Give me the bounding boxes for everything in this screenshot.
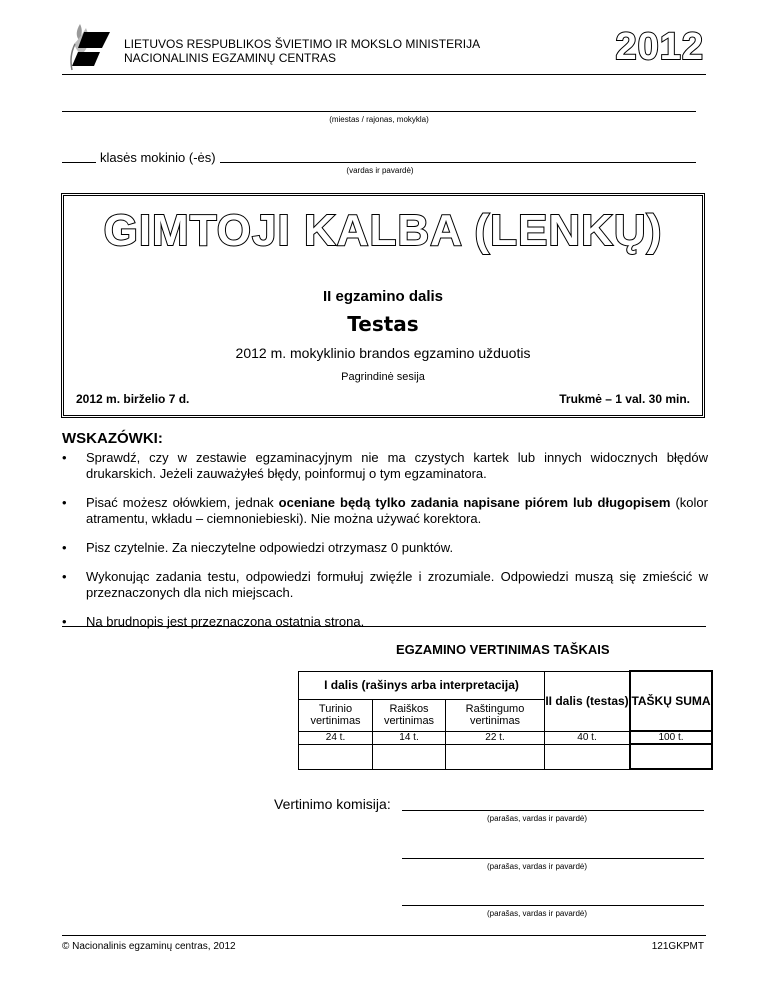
commission-label: Vertinimo komisija: [274, 796, 391, 812]
total-points: 100 t. [630, 731, 712, 744]
instruction-item: • Wykonując zadania testu, odpowiedzi formułuj zwięźle i zrozumiale. Odpowiedzi muszą się zmieścić w przeznaczonych dla nich miejscach. [62, 569, 708, 601]
exam-center-name: NACIONALINIS EGZAMINŲ CENTRAS [124, 51, 337, 65]
subject-title: GIMTOJI KALBA (LENKŲ) [103, 206, 663, 255]
exam-session: Pagrindinė sesija [341, 371, 425, 383]
expression-eval-header: Raiškos vertinimas [373, 699, 446, 731]
signature-caption-1: (parašas, vardas ir pavardė) [486, 814, 588, 823]
part1-header: I dalis (rašinys arba interpretacija) [299, 671, 545, 699]
literacy-points: 22 t. [446, 731, 545, 744]
instructions-heading: WSKAZÓWKI: [62, 430, 163, 447]
content-points: 24 t. [299, 731, 373, 744]
signature-caption-3: (parašas, vardas ir pavardė) [486, 909, 588, 918]
part2-header: II dalis (testas) [545, 671, 631, 731]
instruction-item: • Sprawdź, czy w zestawie egzaminacyjnym nie ma czystych kartek lub innych widocznych błędów drukarskich. Jeżeli zauważyłeś błędy, poinformuj o tym egzaminatora. [62, 450, 708, 482]
exam-part: II egzamino dalis [322, 288, 444, 305]
content-score-cell[interactable] [299, 744, 373, 769]
exam-description: 2012 m. mokyklinio brandos egzamino užduotis [235, 345, 531, 361]
exam-type: Testas [347, 312, 419, 336]
student-name-caption: (vardas ir pavardė) [346, 166, 414, 175]
instruction-item: • Pisać możesz ołówkiem, jednak oceniane będą tylko zadania napisane piórem lub długopisem (kolor atramentu, wkładu – ciemnoniebieski). Nie można używać korektora. [62, 495, 708, 527]
part2-points: 40 t. [545, 731, 631, 744]
ministry-name: LIETUVOS RESPUBLIKOS ŠVIETIMO IR MOKSLO MINISTERIJA [124, 37, 481, 51]
instructions-list [62, 450, 708, 643]
class-line[interactable] [62, 162, 96, 163]
student-name-line[interactable] [220, 162, 696, 163]
expression-points: 14 t. [373, 731, 446, 744]
signature-caption-2: (parašas, vardas ir pavardė) [486, 862, 588, 871]
footer-copyright: © Nacionalinis egzaminų centras, 2012 [62, 941, 236, 952]
scoring-table [298, 670, 713, 770]
section-divider [62, 626, 706, 627]
footer-code: 121GKPMT [651, 941, 704, 952]
school-caption: (miestas / rajonas, mokykla) [329, 115, 429, 124]
header-divider [62, 74, 706, 75]
literacy-eval-header: Raštingumo vertinimas [446, 699, 545, 731]
part2-score-cell[interactable] [545, 744, 631, 769]
exam-year: 2012 [615, 26, 704, 68]
signature-line-3[interactable] [402, 905, 704, 906]
total-score-cell[interactable] [630, 744, 712, 769]
content-eval-header: Turinio vertinimas [299, 699, 373, 731]
signature-line-1[interactable] [402, 810, 704, 811]
title-box [61, 193, 705, 418]
total-header: TAŠKŲ SUMA [630, 671, 712, 731]
scoring-title: EGZAMINO VERTINIMAS TAŠKAIS [396, 642, 610, 657]
footer-divider [62, 935, 706, 936]
signature-line-2[interactable] [402, 858, 704, 859]
exam-duration: Trukmė – 1 val. 30 min. [559, 392, 690, 406]
expression-score-cell[interactable] [373, 744, 446, 769]
instruction-item: • Na brudnopis jest przeznaczona ostatnia strona. [62, 614, 708, 630]
exam-date: 2012 m. birželio 7 d. [76, 392, 190, 406]
class-label: klasės mokinio (-ės) [100, 150, 216, 165]
literacy-score-cell[interactable] [446, 744, 545, 769]
school-line[interactable] [62, 111, 696, 112]
nec-logo [66, 22, 112, 72]
instruction-item: • Pisz czytelnie. Za nieczytelne odpowiedzi otrzymasz 0 punktów. [62, 540, 708, 556]
